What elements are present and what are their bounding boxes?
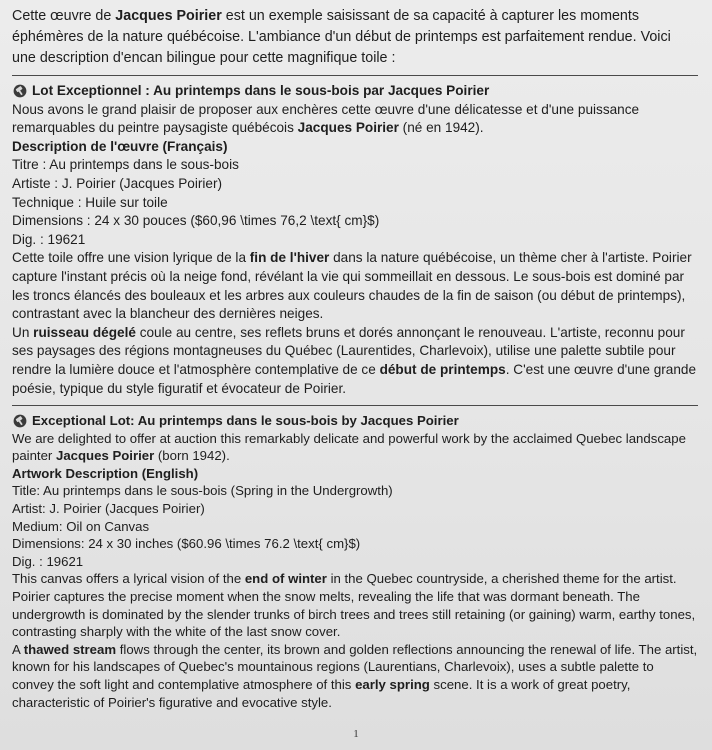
french-p2-bold-1: ruisseau dégelé <box>33 324 136 340</box>
divider-top <box>12 75 698 76</box>
french-section <box>12 82 698 398</box>
french-heading <box>12 82 698 101</box>
english-description-title: Artwork Description (English) <box>12 465 199 481</box>
french-lead-artist: Jacques Poirier <box>297 120 399 136</box>
english-p2-bold-2: early spring <box>355 677 430 692</box>
divider-middle <box>12 405 698 406</box>
english-artist-line: Artist: J. Poirier (Jacques Poirier) <box>12 501 205 517</box>
english-p1-text-a: This canvas offers a lyrical vision of the <box>12 571 245 587</box>
french-p2-text-a: Un <box>12 324 34 340</box>
english-dig-line: Dig. : 19621 <box>12 553 84 569</box>
english-lead-text-a: We are delighted to offer at auction this remarkably delicate and powerful work by the acclaimed Quebec landscape painter <box>12 430 686 464</box>
english-medium-line: Medium: Oil on Canvas <box>12 518 150 534</box>
french-lead-text-a: Nous avons le grand plaisir de proposer aux enchères cette œuvre d'une délicatesse et d'une puissance remarquables du peintre paysagiste québécois <box>12 101 640 136</box>
english-heading <box>12 412 698 430</box>
french-lead <box>12 101 698 138</box>
english-paragraph-1 <box>12 570 698 640</box>
english-dimensions-line: Dimensions: 24 x 30 inches ($60.96 \times 76.2 \text{ cm}$) <box>12 536 361 552</box>
french-p2-text-c: coule au centre, ses reflets bruns et dorés annonçant le renouveau. L'artiste, reconnu pour ses paysages des régions montagneuses du Québec (Laurentides, Charlevoix), utilise une palette subtile pour rendre la lumière douce et l'atmosphère contemplative de ce <box>12 324 685 377</box>
french-technique-line: Technique : Huile sur toile <box>12 194 168 210</box>
french-dimensions-line: Dimensions : 24 x 30 pouces ($60,96 \times 76,2 \text{ cm}$) <box>12 213 380 229</box>
french-p1-bold: fin de l'hiver <box>249 250 330 266</box>
english-p1-text-c: in the Quebec countryside, a cherished theme for the artist. Poirier captures the precise moment when the snow melts, revealing the life that was dormant beneath. The undergrowth is dominated by the slender trunks of birch trees and trees still retaining (or gaining) warm, earthy tones, contrasting sharply with the white of the last snow cover. <box>12 571 696 640</box>
english-lead <box>12 430 698 465</box>
english-heading-text: Exceptional Lot: Au printemps dans le sous-bois by Jacques Poirier <box>32 413 459 429</box>
gavel-icon <box>12 84 28 98</box>
english-section <box>12 412 698 711</box>
gavel-icon <box>12 414 28 428</box>
intro-text-b: est un exemple saisissant de sa capacité à capturer les moments éphémères de la nature québécoise. L'ambiance d'un début de printemps est parfaitement rendue. Voici une description d'encan bilingue pour cette magnifique toile : <box>12 8 671 66</box>
english-paragraph-2 <box>12 641 698 711</box>
french-dig-line: Dig. : 19621 <box>12 231 86 247</box>
english-title-line: Title: Au printemps dans le sous-bois (Spring in the Undergrowth) <box>12 483 393 499</box>
french-description-title: Description de l'œuvre (Français) <box>12 138 228 154</box>
english-p2-text-c: flows through the center, its brown and golden reflections announcing the renewal of life. The artist, known for his landscapes of Quebec's mountainous regions (Laurentians, Charlevoix), uses a subtle palette to convey the soft light and contemplative atmosphere of this <box>12 641 698 692</box>
french-p2-bold-2: début de printemps <box>379 361 506 377</box>
english-p1-bold: end of winter <box>244 571 327 587</box>
english-lead-artist: Jacques Poirier <box>56 448 155 464</box>
page-number: 1 <box>353 728 359 740</box>
french-p1-text-a: Cette toile offre une vision lyrique de la <box>12 250 250 266</box>
french-p2-text-e: . C'est une œuvre d'une grande poésie, typique du style figuratif et évocateur de Poirier. <box>12 361 697 396</box>
english-p2-text-e: scene. It is a work of great poetry, characteristic of Poirier's figurative and evocative style. <box>12 677 631 710</box>
intro-text-a: Cette œuvre de <box>12 8 116 24</box>
french-paragraph-2 <box>12 324 698 398</box>
french-artist-line: Artiste : J. Poirier (Jacques Poirier) <box>12 175 223 191</box>
english-p2-text-a: A <box>12 641 24 657</box>
french-p1-text-c: dans la nature québécoise, un thème cher à l'artiste. Poirier capture l'instant précis où la neige fond, révélant la vie qui sommeillait en dessous. Le sous-bois est dominé par les troncs élancés des bouleaux et les arbres aux couleurs chaudes de la fin de saison (ou début de printemps), contrastant avec la blancheur des dernières neiges. <box>12 250 692 322</box>
english-p2-bold-1: thawed stream <box>23 641 117 657</box>
english-lead-text-b: (born 1942). <box>154 448 230 464</box>
french-heading-text: Lot Exceptionnel : Au printemps dans le sous-bois par Jacques Poirier <box>32 83 490 98</box>
french-title-line: Titre : Au printemps dans le sous-bois <box>12 157 239 173</box>
french-lead-text-b: (né en 1942). <box>398 120 484 136</box>
french-paragraph-1 <box>12 249 698 323</box>
intro-artist-name: Jacques Poirier <box>115 8 222 24</box>
intro-paragraph <box>12 6 698 69</box>
